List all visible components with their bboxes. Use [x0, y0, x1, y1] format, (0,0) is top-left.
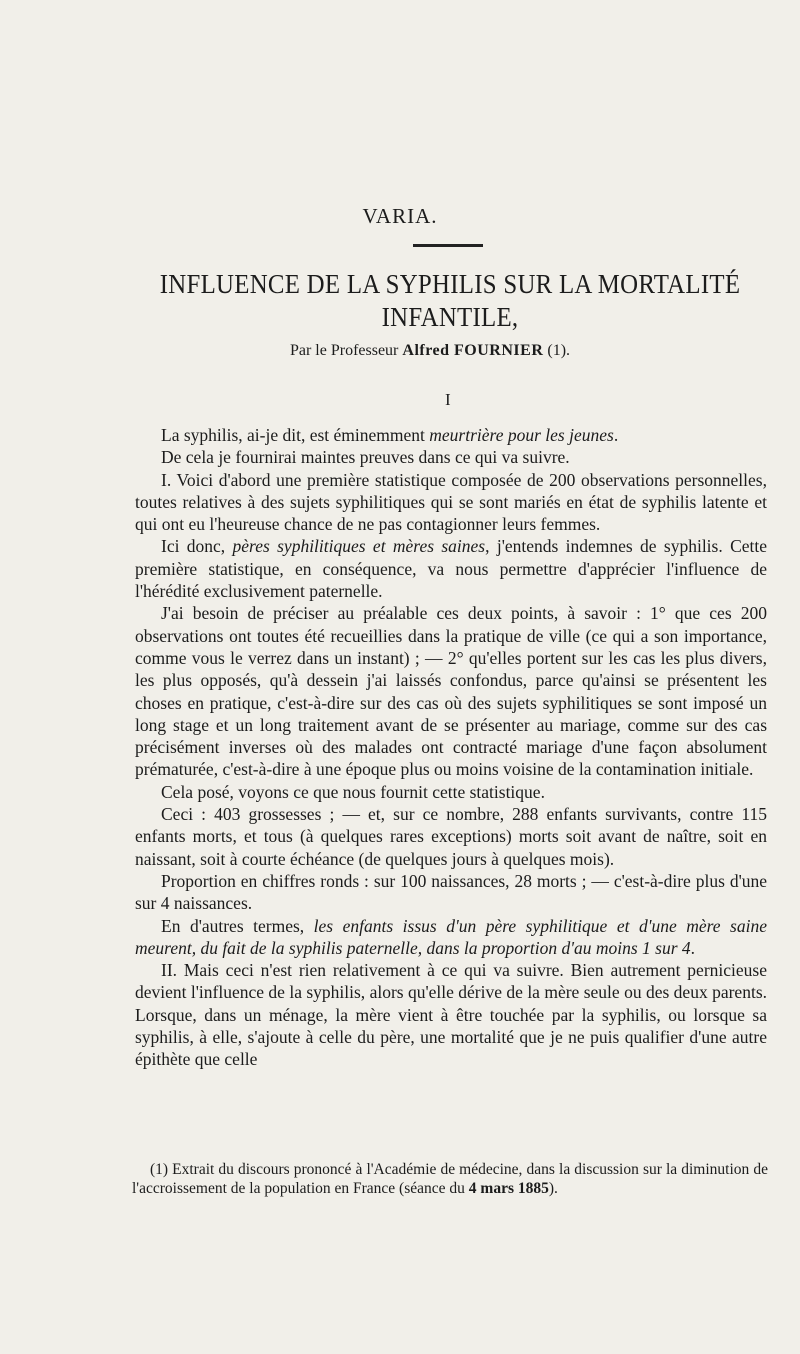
- part-number: I: [445, 390, 451, 409]
- footnote: (1) Extrait du discours prononcé à l'Académie de médecine, dans la discussion sur la diminution de l'accroissement de la population en France (séance du 4 mars 1885).: [132, 1161, 768, 1197]
- paragraph: Ici donc, pères syphilitiques et mères saines, j'entends indemnes de syphilis. Cette première statistique, en conséquence, va nous permettre d'apprécier l'influence de l'hérédité exclusivement paternelle.: [135, 536, 767, 602]
- footnote-ref: (1).: [547, 342, 571, 359]
- article-body: [135, 424, 767, 1071]
- byline: [0, 342, 800, 360]
- paragraph: En d'autres termes, les enfants issus d'un père syphilitique et d'une mère saine meurent, du fait de la syphilis paternelle, dans la proportion d'au moins 1 sur 4.: [135, 915, 767, 958]
- paragraph: I. Voici d'abord une première statistique composée de 200 observations personnelles, toutes relatives à des sujets syphilitiques qui se sont mariés en état de syphilis latente et qui ont eu l'heureuse chance de ne pas contagionner leurs femmes.: [135, 469, 767, 535]
- paragraph: Cela posé, voyons ce que nous fournit cette statistique.: [161, 781, 545, 802]
- paragraph: Proportion en chiffres ronds : sur 100 naissances, 28 morts ; — c'est-à-dire plus d'une sur 4 naissances.: [135, 870, 767, 914]
- paragraph: II. Mais ceci n'est rien relativement à ce qui va suivre. Bien autrement pernicieuse devient l'influence de la syphilis, alors qu'elle dérive de la mère seule ou des deux parents. Lorsque, dans un ménage, la mère vient à être touchée par la syphilis, ou lorsque sa syphilis, à elle, s'ajoute à celle du père, une mortalité que je ne puis qualifier d'une autre épithète que celle: [135, 960, 767, 1070]
- title-line-1: INFLUENCE DE LA SYPHILIS SUR LA MORTALITÉ: [159, 269, 741, 299]
- paragraph: De cela je fournirai maintes preuves dans ce qui va suivre.: [161, 447, 570, 468]
- byline-prefix: Par le Professeur: [289, 342, 399, 359]
- article-title: [137, 268, 763, 334]
- section-heading: VARIA.: [362, 204, 438, 228]
- paragraph: J'ai besoin de préciser au préalable ces deux points, à savoir : 1° que ces 200 observations ont toutes été recueillies dans la pratique de ville (ce qui a son importance, comme vous le verrez dans un instant) ; — 2° qu'elles portent sur les cas les plus divers, les plus opposés, qu'à dessein j'ai laissés confondus, parce qu'ainsi se présentent les choses en pratique, c'est-à-dire sur des cas où des sujets syphilitiques se sont imposé un long stage et un long traitement avant de se présenter au mariage, comme sur des cas précisément inverses où des malades ont contracté mariage d'une façon absolument prématurée, c'est-à-dire à une époque plus ou moins voisine de la contamination initiale.: [135, 603, 767, 780]
- paragraph: Ceci : 403 grossesses ; — et, sur ce nombre, 288 enfants survivants, contre 115 enfants morts, et tous (à quelques rares exceptions) morts soit avant de naître, soit en naissant, soit à courte échéance (de quelques jours à quelques mois).: [135, 804, 767, 869]
- heading-rule: [413, 244, 483, 247]
- paragraph: La syphilis, ai-je dit, est éminemment meurtrière pour les jeunes.: [161, 425, 619, 445]
- title-line-2: INFANTILE,: [381, 302, 519, 332]
- author-name: Alfred FOURNIER: [402, 342, 544, 359]
